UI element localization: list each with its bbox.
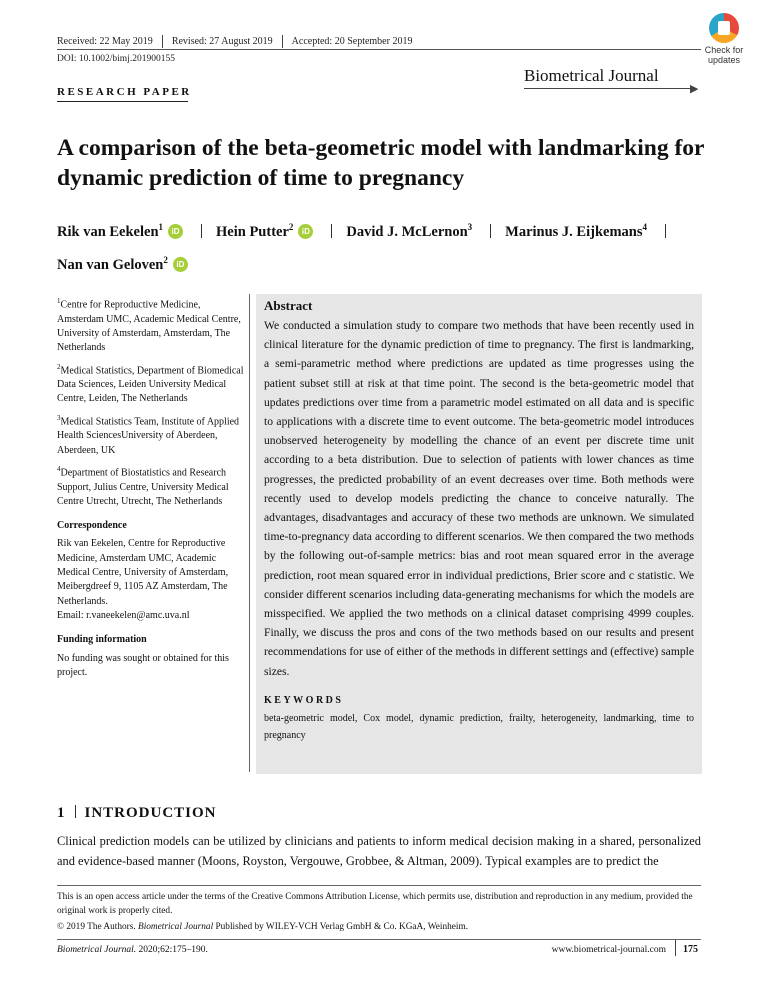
abstract-text: We conducted a simulation study to compare two methods that have been recently used in clinical literature for the dynamic prediction of time to pregnancy. The first is landmarking, a semi-parametric method where predictions are updated as time progresses using the patient subset still at risk at that time point. The second is the beta-geometric model that updates predictions over time from a parametric model estimated on all data and is specific to applications with a discrete time to event outcome. The beta-geometric model introduces unobserved heterogeneity by modelling the chance of an event per discrete time unit according to a beta distribution. Due to selection of patients with lower chances as time progresses, the predicted probability of an event decreases over time. Both methods were recently used to develop models predicting the chance to conceive naturally. The advantages, disadvantages and accuracy of these two methods are unknown. We simulated time-to-pregnancy data according to different scenarios. We then compared the two methods by the following out-of-sample metrics: bias and root mean squared error in the average prediction, root mean squared error in individual predictions, Brier score and c statistic. We consider different scenarios including data-generating mechanisms for which the models are misspecified. We applied the two methods on a clinical dataset comprising 4999 couples. Finally, we discuss the pros and cons of the two methods based on our results and present recommendations for use of either of the methods in different settings and (effective) sample sizes. [264,319,695,678]
affiliation: $^1$Centre for Reproductive Medicine, Amsterdam UMC, Academic Medical Centre, University of Amsterdam, Amsterdam, The Netherlands [57,297,241,354]
article-history [57,35,412,48]
affiliation: $^2$Medical Statistics, Department of Biomedical Data Sciences, Leiden University Medical Centre, Leiden, The Netherlands [57,362,244,405]
abstract-heading: Abstract [264,298,313,313]
author-list [57,213,717,279]
correspondence-text: Rik van Eekelen, Centre for Reproductive Medicine, Amsterdam UMC, Academic Medical Centre, University of Amsterdam, Meibergdreef 9, 1105 AZ Amsterdam, The Netherlands. Email: r.vaneekelen@amc.uva.nl [57,538,229,621]
accepted-date: Accepted: 20 September 2019 [291,35,413,47]
journal-name[interactable]: Biometrical Journal [524,66,659,85]
abstract-box [256,294,702,774]
author[interactable]: Nan van Geloven$^2$ iD [57,246,188,279]
column-divider [249,294,250,772]
received-date: Received: 22 May 2019 [57,35,153,47]
correspondence-heading: Correspondence [57,520,127,532]
journal-website-link[interactable]: www.biometrical-journal.com [551,945,666,955]
article-type: RESEARCH PAPER [57,86,192,98]
author[interactable]: David J. McLernon$^3$ [346,222,473,240]
author[interactable]: Hein Putter$^2$ iD [216,213,313,246]
footer-rule [57,939,701,940]
orcid-icon[interactable]: iD [298,224,313,239]
check-updates-line2: updates [707,55,741,65]
journal-rule [524,88,694,89]
revised-date: Revised: 27 August 2019 [171,35,273,47]
arrow-right-icon: ▶ [690,83,699,95]
funding-heading: Funding information [57,634,147,646]
orcid-icon[interactable]: iD [173,257,188,272]
citation: Biometrical Journal. 2020;62:175–190. [57,945,208,955]
affiliation: $^3$Medical Statistics Team, Institute of Applied Health SciencesUniversity of Aberdeen, Aberdeen, UK [57,413,240,456]
check-updates-icon [709,13,739,43]
article-type-rule [57,101,188,102]
footnote-rule [57,885,701,886]
check-for-updates-button[interactable] [697,13,751,69]
article-title: A comparison of the beta-geometric model with landmarking for dynamic prediction of time to pregnancy [57,135,705,191]
orcid-icon[interactable]: iD [168,224,183,239]
author[interactable]: Rik van Eekelen$^1$ iD [57,213,183,246]
introduction-text: Clinical prediction models can be utilized by clinicians and patients to inform medical decision making in a shared, personalized and evidence-based manner (Moons, Royston, Vergouwe, Grobbee, & Altman, 2009). Typical examples are to predict the [57,834,701,868]
keywords-heading: KEYWORDS [264,694,344,706]
keywords-text: beta-geometric model, Cox model, dynamic prediction, frailty, heterogeneity, landmarking, time to pregnancy [264,712,694,741]
page-number-divider [675,940,676,956]
header-rule [57,49,701,50]
section-heading-introduction: 1 INTRODUCTION [57,805,217,821]
page-number: 175 [683,944,698,955]
check-updates-line1: Check for [704,45,744,55]
affiliation: $^4$Department of Biostatistics and Research Support, Julius Centre, University Medical Centre Utrecht, Utrecht, The Netherlands [57,464,229,507]
affiliations-column [57,294,249,684]
copyright-note: © 2019 The Authors. Biometrical Journal Published by WILEY-VCH Verlag GmbH & Co. KGaA, Weinheim. [57,922,469,932]
doi[interactable]: DOI: 10.1002/bimj.201900155 [57,54,175,64]
license-note: This is an open access article under the terms of the Creative Commons Attribution License, which permits use, distribution and reproduction in any medium, provided the original work is properly cited. [57,892,693,916]
correspondence-email[interactable]: Email: r.vaneekelen@amc.uva.nl [57,609,190,621]
funding-text: No funding was sought or obtained for this project. [57,652,229,678]
author[interactable]: Marinus J. Eijkemans$^4$ [505,222,648,240]
